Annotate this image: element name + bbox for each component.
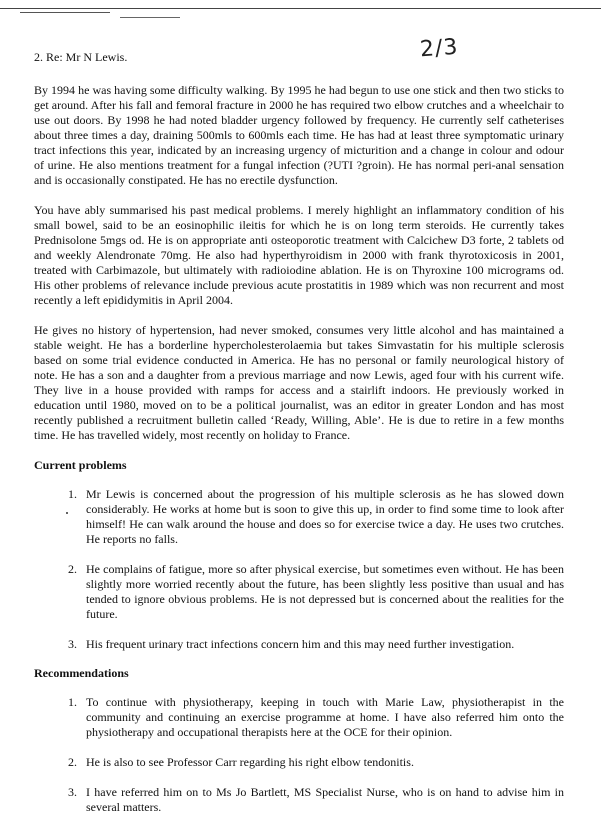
list-item: 2. He complains of fatigue, more so after physical exercise, but sometimes even without. He has been slightly more worried recently about the future, has been slightly less positive than usual and has tended to ignore obvious problems. He is not depressed but is concerned about the realities for the future. xyxy=(80,562,564,622)
recommendations-heading: Recommendations xyxy=(34,666,129,680)
list-item: 3. His frequent urinary tract infections concern him and this may need further investigation. xyxy=(80,637,564,652)
current-problems-heading: Current problems xyxy=(34,458,127,472)
list-item: 1. Mr Lewis is concerned about the progression of his multiple sclerosis as he has slowed down considerably. He works at home but is soon to give this up, in order to find some time to look after himself! He can walk around the house and does so for exercise twice a day. He uses two crutches. He reports no falls. xyxy=(80,487,564,547)
stray-ink-dot xyxy=(66,512,68,514)
patient-reference: 2. Re: Mr N Lewis. xyxy=(34,50,128,64)
header-rule-short-2 xyxy=(120,17,180,18)
header-rule xyxy=(0,8,601,9)
recommendations-list xyxy=(34,695,564,815)
social-history-paragraph: He gives no history of hypertension, had never smoked, consumes very little alcohol and has maintained a stable weight. He has a borderline hypercholesterolaemia but takes Simvastatin for his multiple sclerosis based on some trial evidence conducted in America. He has no personal or family neurological history of note. He has a son and a daughter from a previous marriage and now Lewis, aged four with his current wife. They live in a house provided with ramps for access and a stairlift indoors. He previously worked in education until 1980, moved on to be a political journalist, was an editor in greater London and has most recently published a recruitment bulletin called ‘Ready, Willing, Able’. He is due to retire in a few months time. He has travelled widely, most recently on holiday to France. xyxy=(34,323,564,442)
list-item: 2. He is also to see Professor Carr regarding his right elbow tendonitis. xyxy=(80,755,564,770)
handwritten-page-number: 2/3 xyxy=(419,34,460,63)
current-problems-list xyxy=(34,487,564,652)
medical-history-paragraph: You have ably summarised his past medical problems. I merely highlight an inflammatory condition of his small bowel, said to be an eosinophilic ileitis for which he is on long term steroids. He currently takes Prednisolone 5mgs od. He is on appropriate anti osteoporotic treatment with Calcichew D3 forte, 2 tablets od and weekly Alendronate 70mg. He also had hyperthyroidism in 2000 with frank thyrotoxicosis in 2001, treated with Carbimazole, but ultimately with radioiodine ablation. He is on Thyroxine 100 micrograms od. His other problems of relevance include previous acute prostatitis in 1989 which was non recurrent and most recently a left epididymitis in April 2004. xyxy=(34,203,564,307)
letter-body xyxy=(34,50,564,829)
list-item: 1. To continue with physiotherapy, keeping in touch with Marie Law, physiotherapist in the community and continuing an exercise programme at home. I have also referred him onto the physiotherapy and occupational therapists here at the OCE for their opinion. xyxy=(80,695,564,740)
list-item: 3. I have referred him on to Ms Jo Bartlett, MS Specialist Nurse, who is on hand to advise him in several matters. xyxy=(80,785,564,815)
header-rule-short xyxy=(20,12,110,13)
history-paragraph: By 1994 he was having some difficulty walking. By 1995 he had begun to use one stick and then two sticks to get around. After his fall and femoral fracture in 2000 he has required two elbow crutches and a wheelchair to use out doors. By 1998 he had noted bladder urgency followed by frequency. He currently self catheterises about three times a day, draining 500mls to 600mls each time. He has had at least three symptomatic urinary tract infections this year, indicated by an increasing urgency of micturition and a change in colour and odour of urine. He also mentions treatment for a fungal infection (?UTI ?groin). He has normal peri-anal sensation and is occasionally constipated. He has no erectile dysfunction. xyxy=(34,83,564,187)
